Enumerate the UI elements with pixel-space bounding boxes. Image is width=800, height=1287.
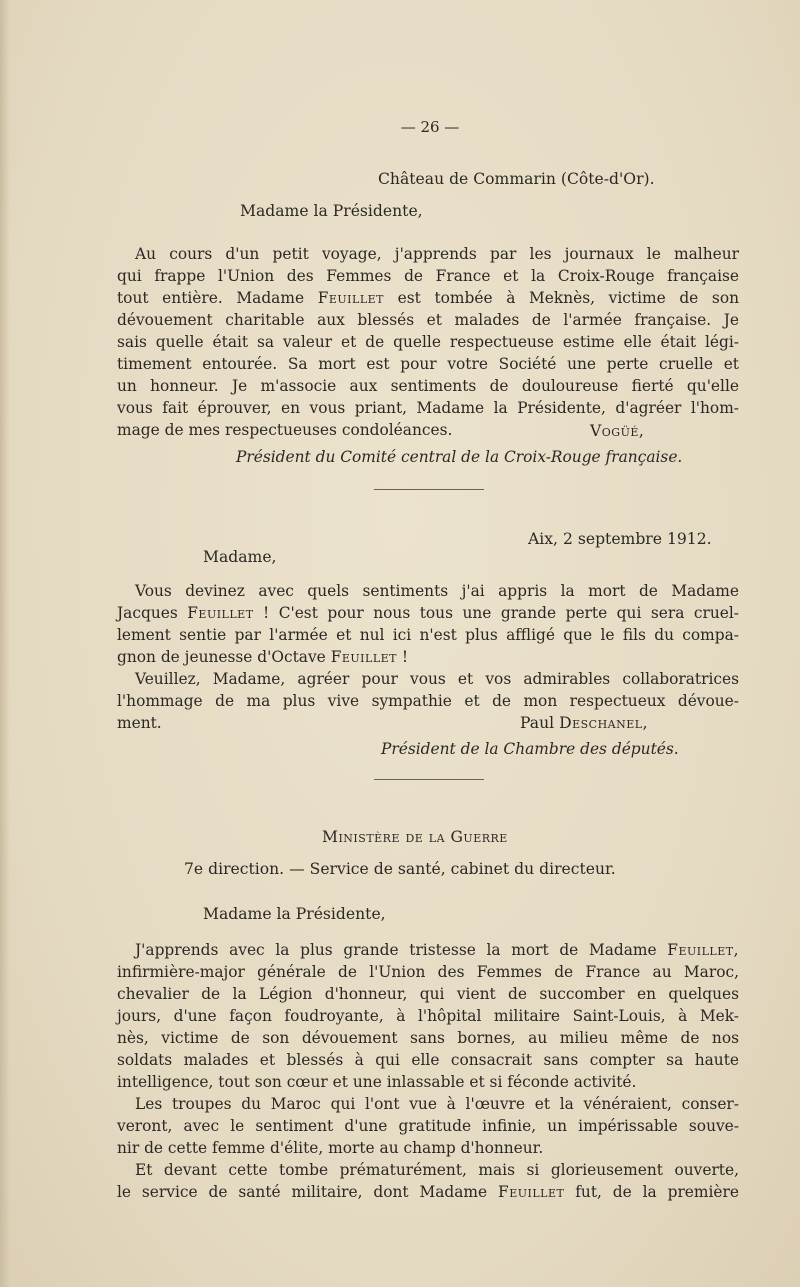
letter3-line: nès, victime de son dévouement sans bornes, au milieu même de nos [117, 1029, 739, 1047]
letter1-salutation: Madame la Présidente, [240, 202, 423, 220]
page-edge-shadow [0, 0, 10, 1287]
letter3-subheading: 7e direction. — Service de santé, cabinet du directeur. [184, 860, 616, 878]
letter3-line: Les troupes du Maroc qui l'ont vue à l'œuvre et la vénéraient, conser- [135, 1095, 739, 1113]
section-divider [374, 779, 484, 780]
letter2-signature: Paul Deschanel, [520, 714, 649, 732]
letter2-line: Vous devinez avec quels sentiments j'ai appris la mort de Madame [135, 582, 739, 600]
letter1-signature: Vogüé, [590, 422, 645, 440]
letter1-place: Château de Commarin (Côte-d'Or). [378, 170, 655, 188]
letter3-line: Et devant cette tombe prématurément, mais si glorieusement ouverte, [135, 1161, 739, 1179]
letter3-line: J'apprends avec la plus grande tristesse la mort de Madame Feuillet, [135, 941, 739, 959]
letter1-line: un honneur. Je m'associe aux sentiments de douloureuse fierté qu'elle [117, 377, 739, 395]
letter3-line: chevalier de la Légion d'honneur, qui vient de succomber en quelques [117, 985, 739, 1003]
letter2-line: Veuillez, Madame, agréer pour vous et vos admirables collaboratrices [135, 670, 739, 688]
letter2-salutation: Madame, [203, 548, 277, 566]
letter3-heading: Ministère de la Guerre [322, 828, 508, 846]
letter1-line: tout entière. Madame Feuillet est tombée à Meknès, victime de son [117, 289, 739, 307]
letter3-line: intelligence, tout son cœur et une inlassable et si féconde activité. [117, 1073, 637, 1091]
letter1-line: vous fait éprouver, en vous priant, Madame la Présidente, d'agréer l'hom- [117, 399, 739, 417]
letter1-line: mage de mes respectueuses condoléances. [117, 421, 453, 439]
letter2-line: l'hommage de ma plus vive sympathie et de mon respectueux dévoue- [117, 692, 739, 710]
letter3-line: infirmière-major générale de l'Union des Femmes de France au Maroc, [117, 963, 739, 981]
letter2-place-date: Aix, 2 septembre 1912. [528, 530, 712, 548]
letter2-line: ment. [117, 714, 162, 732]
letter2-line: Jacques Feuillet ! C'est pour nous tous une grande perte qui sera cruel- [117, 604, 739, 622]
letter3-line: soldats malades et blessés à qui elle consacrait sans compter sa haute [117, 1051, 739, 1069]
letter3-line: jours, d'une façon foudroyante, à l'hôpital militaire Saint-Louis, à Mek- [117, 1007, 739, 1025]
letter3-line: le service de santé militaire, dont Madame Feuillet fut, de la première [117, 1183, 739, 1201]
letter1-line: sais quelle était sa valeur et de quelle respectueuse estime elle était légi- [117, 333, 739, 351]
letter1-line: timement entourée. Sa mort est pour votre Société une perte cruelle et [117, 355, 739, 373]
page-number: — 26 — [400, 118, 460, 136]
letter1-line: dévouement charitable aux blessés et malades de l'armée française. Je [117, 311, 739, 329]
section-divider [374, 489, 484, 490]
letter1-line: qui frappe l'Union des Femmes de France et la Croix-Rouge française [117, 267, 739, 285]
letter1-line: Au cours d'un petit voyage, j'apprends par les journaux le malheur [135, 245, 739, 263]
letter2-signer-title: Président de la Chambre des députés. [381, 740, 679, 758]
letter2-line: lement sentie par l'armée et nul ici n'est plus affligé que le fils du compa- [117, 626, 739, 644]
letter3-salutation: Madame la Présidente, [203, 905, 386, 923]
letter2-line: gnon de jeunesse d'Octave Feuillet ! [117, 648, 409, 666]
letter3-line: veront, avec le sentiment d'une gratitude infinie, un impérissable souve- [117, 1117, 739, 1135]
letter1-signer-title: Président du Comité central de la Croix-Rouge française. [236, 448, 683, 466]
letter3-line: nir de cette femme d'élite, morte au champ d'honneur. [117, 1139, 544, 1157]
